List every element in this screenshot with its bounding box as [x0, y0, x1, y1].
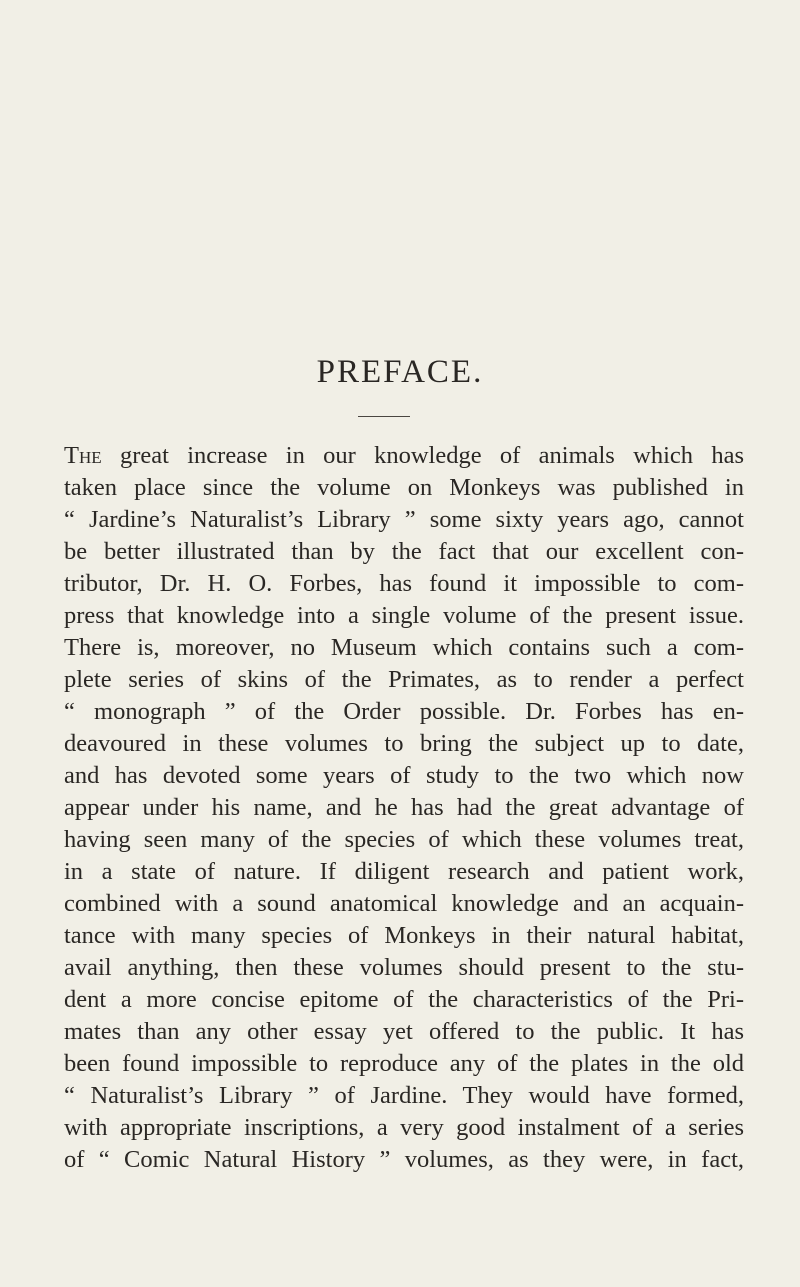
text-line: of “ Comic Natural History ” volumes, as they were, in fact, — [64, 1146, 744, 1173]
text-line: be better illustrated than by the fact that our excellent con- — [64, 538, 744, 565]
text-line: avail anything, then these volumes should present to the stu- — [64, 954, 744, 981]
text-line: mates than any other essay yet offered to the public. It has — [64, 1018, 744, 1045]
text-line: tributor, Dr. H. O. Forbes, has found it impossible to com- — [64, 570, 744, 597]
text-line: plete series of skins of the Primates, as to render a perfect — [64, 666, 744, 693]
text-line: appear under his name, and he has had the great advantage of — [64, 794, 744, 821]
lead-word: The — [64, 442, 102, 469]
page-title: PREFACE. — [316, 354, 484, 390]
text-line: tance with many species of Monkeys in their natural habitat, — [64, 922, 744, 949]
text-line: deavoured in these volumes to bring the subject up to date, — [64, 730, 744, 757]
text-line: The great increase in our knowledge of animals which has — [64, 442, 744, 469]
text-line: and has devoted some years of study to the two which now — [64, 762, 744, 789]
text-line: having seen many of the species of which these volumes treat, — [64, 826, 744, 853]
text-line: “ Jardine’s Naturalist’s Library ” some sixty years ago, cannot — [64, 506, 744, 533]
text-line: taken place since the volume on Monkeys was published in — [64, 474, 744, 501]
text-line: “ Naturalist’s Library ” of Jardine. They would have formed, — [64, 1082, 744, 1109]
text-line: in a state of nature. If diligent research and patient work, — [64, 858, 744, 885]
text-line: been found impossible to reproduce any of the plates in the old — [64, 1050, 744, 1077]
text-line: press that knowledge into a single volume of the present issue. — [64, 602, 744, 629]
title-divider — [358, 416, 410, 417]
preface-text — [64, 440, 744, 1176]
text-line: dent a more concise epitome of the characteristics of the Pri- — [64, 986, 744, 1013]
text-line: “ monograph ” of the Order possible. Dr. Forbes has en- — [64, 698, 744, 725]
text-line: combined with a sound anatomical knowledge and an acquain- — [64, 890, 744, 917]
text-line: There is, moreover, no Museum which contains such a com- — [64, 634, 744, 661]
text-line: with appropriate inscriptions, a very good instalment of a series — [64, 1114, 744, 1141]
